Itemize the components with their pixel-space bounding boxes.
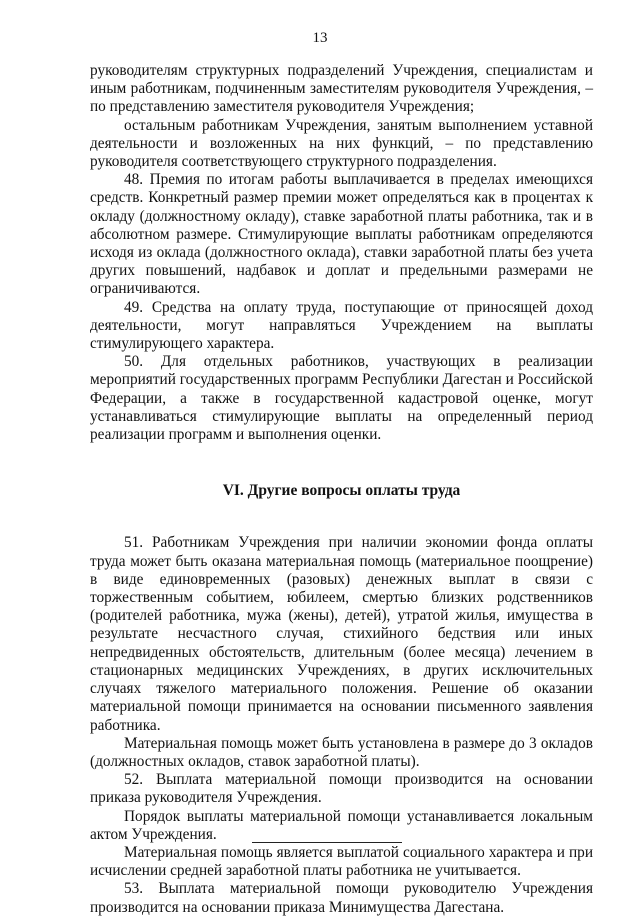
section-heading: VI. Другие вопросы оплаты труда bbox=[222, 482, 461, 500]
paragraph: Материальная помощь является выплатой социального характера и при исчислении средней заработной платы работника не учитывается. bbox=[90, 843, 593, 880]
document-body bbox=[90, 62, 593, 917]
paragraph-53: 53. Выплата материальной помощи руководителю Учреждения производится на основании приказа Минимущества Дагестана. bbox=[90, 880, 593, 916]
paragraph: руководителям структурных подразделений Учреждения, специалистам и иным работникам, подчиненным заместителям руководителя Учреждения, – по представлению заместителя руководителя Учреждения; bbox=[90, 62, 593, 116]
paragraph-49: 49. Средства на оплату труда, поступающие от приносящей доход деятельности, могут направляться Учреждением на выплаты стимулирующего характера. bbox=[90, 298, 593, 353]
paragraph: остальным работникам Учреждения, занятым выполнением уставной деятельности и возложенных на них функций, – по представлению руководителя соответствующего структурного подразделения. bbox=[90, 116, 593, 171]
end-divider bbox=[252, 842, 402, 843]
paragraph-48: 48. Премия по итогам работы выплачивается в пределах имеющихся средств. Конкретный размер премии может определяться как в процентах к окладу (должностному окладу), ставке заработной платы работника, так и в абсолютном размере. Стимулирующие выплаты работникам определяются исходя из оклада (должностного оклада), ставки заработной платы без учета других повышений, надбавок и доплат и предельными размерами не ограничиваются. bbox=[90, 171, 593, 298]
paragraph-52: 52. Выплата материальной помощи производится на основании приказа руководителя Учреждения. bbox=[90, 771, 593, 807]
paragraph: Порядок выплаты материальной помощи устанавливается локальным актом Учреждения. bbox=[90, 807, 593, 843]
page-number: 13 bbox=[312, 30, 328, 46]
paragraph: Материальная помощь может быть установлена в размере до 3 окладов (должностных окладов, ставок заработной платы). bbox=[90, 734, 593, 770]
paragraph-50: 50. Для отдельных работников, участвующих в реализации мероприятий государственных программ Республики Дагестан и Российской Федерации, а также в государственной кадастровой оценке, могут устанавливаться стимулирующие выплаты на определенный период реализации программ и выполнения оценки. bbox=[90, 353, 593, 444]
paragraph-51: 51. Работникам Учреждения при наличии экономии фонда оплаты труда может быть оказана материальная помощь (материальное поощрение) в виде единовременных (разовых) денежных выплат в связи с торжественным событием, юбилеем, смертью близких родственников (родителей работника, мужа (жены), детей), утратой жилья, имущества в результате несчастного случая, стихийного бедствия или иных непредвиденных обстоятельств, длительным (более месяца) лечением в стационарных медицинских Учреждениях, в других исключительных случаях тяжелого материального положения. Решение об оказании материальной помощи принимается на основании письменного заявления работника. bbox=[90, 534, 593, 734]
